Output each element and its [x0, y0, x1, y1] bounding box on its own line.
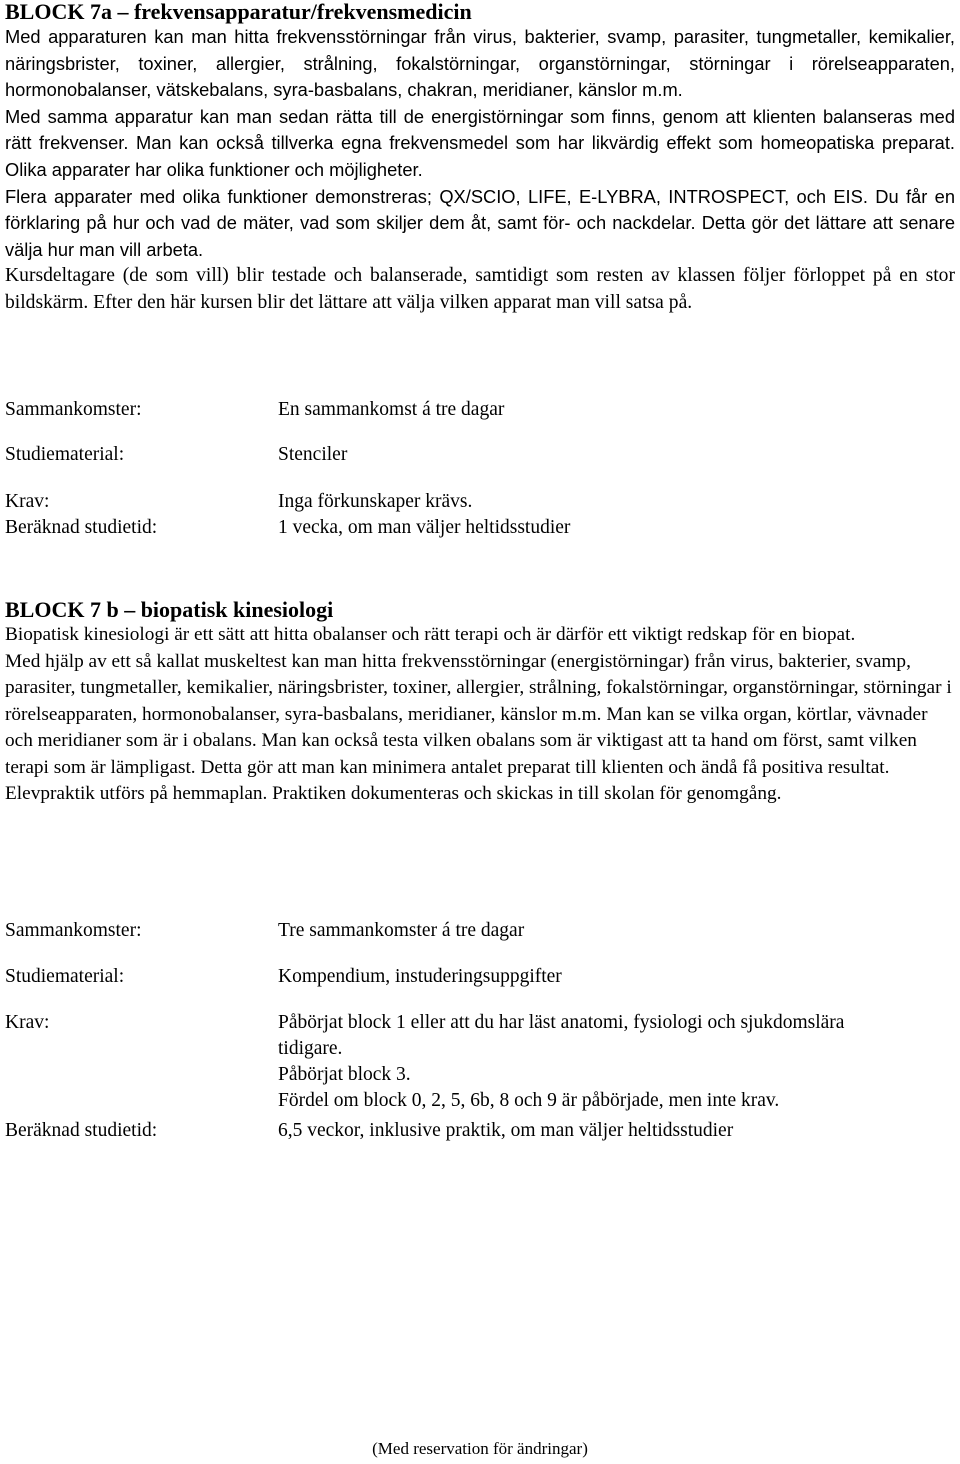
studietid-label: Beräknad studietid:	[5, 1120, 158, 1141]
block-7a-title: BLOCK 7a – frekvensapparatur/frekvensmedicin	[5, 0, 472, 24]
block-7a-paragraph-3: Flera apparater med olika funktioner demonstreras; QX/SCIO, LIFE, E-LYBRA, INTROSPECT, och EIS. Du får en förklaring på hur och vad de mäter, vad som skiljer dem åt, samt för- och nackdelar. Detta gör det lättare att senare välja hur man vill arbeta.	[5, 185, 955, 260]
studietid-value: 1 vecka, om man väljer heltidsstudier	[278, 517, 571, 538]
sammankomster-value: Tre sammankomster á tre dagar	[278, 920, 525, 941]
sammankomster-label: Sammankomster:	[5, 920, 142, 941]
krav-line-1: Påbörjat block 1 eller att du har läst anatomi, fysiologi och sjukdomslära	[278, 1012, 845, 1033]
studiematerial-value: Stenciler	[278, 444, 348, 465]
krav-label: Krav:	[5, 491, 50, 512]
sammankomster-value: En sammankomst á tre dagar	[278, 399, 505, 420]
krav-line-2: tidigare.	[278, 1038, 343, 1059]
studietid-label: Beräknad studietid:	[5, 517, 158, 538]
block-7a-paragraph-1: Med apparaturen kan man hitta frekvensstörningar från virus, bakterier, svamp, parasiter, tungmetaller, kemikalier, näringsbrister, toxiner, allergier, strålning, fokalstörningar, organstörningar, störningar i rörelseapparaten, hormonobalanser, vätskebalans, syra-basbalans, chakran, meridianer, känslor m.m.	[5, 26, 955, 101]
studiematerial-value: Kompendium, instuderingsuppgifter	[278, 966, 562, 987]
studietid-value: 6,5 veckor, inklusive praktik, om man väljer heltidsstudier	[278, 1120, 734, 1141]
block-7b-title: BLOCK 7 b – biopatisk kinesiologi	[5, 597, 334, 622]
krav-value: Inga förkunskaper krävs.	[278, 491, 473, 512]
footer-note: (Med reservation för ändringar)	[372, 1439, 588, 1458]
sammankomster-label: Sammankomster:	[5, 399, 142, 420]
block-7a-section	[5, 0, 955, 316]
krav-label: Krav:	[5, 1012, 50, 1033]
krav-line-3: Påbörjat block 3.	[278, 1064, 411, 1085]
block-7b-paragraph-2: Med hjälp av ett så kallat muskeltest kan man hitta frekvensstörningar (energistörningar) från virus, bakterier, svamp, parasiter, tungmetaller, kemikalier, näringsbrister, toxiner, allergier, strålning, fokalstörningar, organstörningar, störningar i rörelseapparaten, hormonobalanser, syra-basbalans, meridianer, känslor m.m. Man kan se vilka organ, körtlar, vävnader och meridianer som är i obalans. Man kan också testa vilken obalans som är viktigast att ta hand om först, samt vilken terapi som är lämpligast. Detta gör att man kan minimera antalet preparat till klienten och ändå få positiva resultat. Elevpraktik utförs på hemmaplan. Praktiken dokumenteras och skickas in till skolan för genomgång.	[5, 650, 952, 804]
krav-line-4: Fördel om block 0, 2, 5, 6b, 8 och 9 är påbörjade, men inte krav.	[278, 1090, 780, 1111]
block-7a-paragraph-2: Med samma apparatur kan man sedan rätta till de energistörningar som finns, genom att klienten balanseras med rätt frekvenser. Man kan också tillverka egna frekvensmedel som har likvärdig effekt som homeopatiska preparat. Olika apparater har olika funktioner och möjligheter.	[5, 105, 955, 180]
studiematerial-label: Studiematerial:	[5, 444, 125, 465]
studiematerial-label: Studiematerial:	[5, 966, 125, 987]
block-7b-section	[5, 598, 955, 808]
block-7b-paragraph-1: Biopatisk kinesiologi är ett sätt att hitta obalanser och rätt terapi och är därför ett viktigt redskap för en biopat.	[5, 624, 856, 645]
block-7a-paragraph-4: Kursdeltagare (de som vill) blir testade och balanserade, samtidigt som resten av klassen följer förloppet på en stor bildskärm. Efter den här kursen blir det lättare att välja vilken apparat man vill satsa på.	[5, 265, 955, 313]
